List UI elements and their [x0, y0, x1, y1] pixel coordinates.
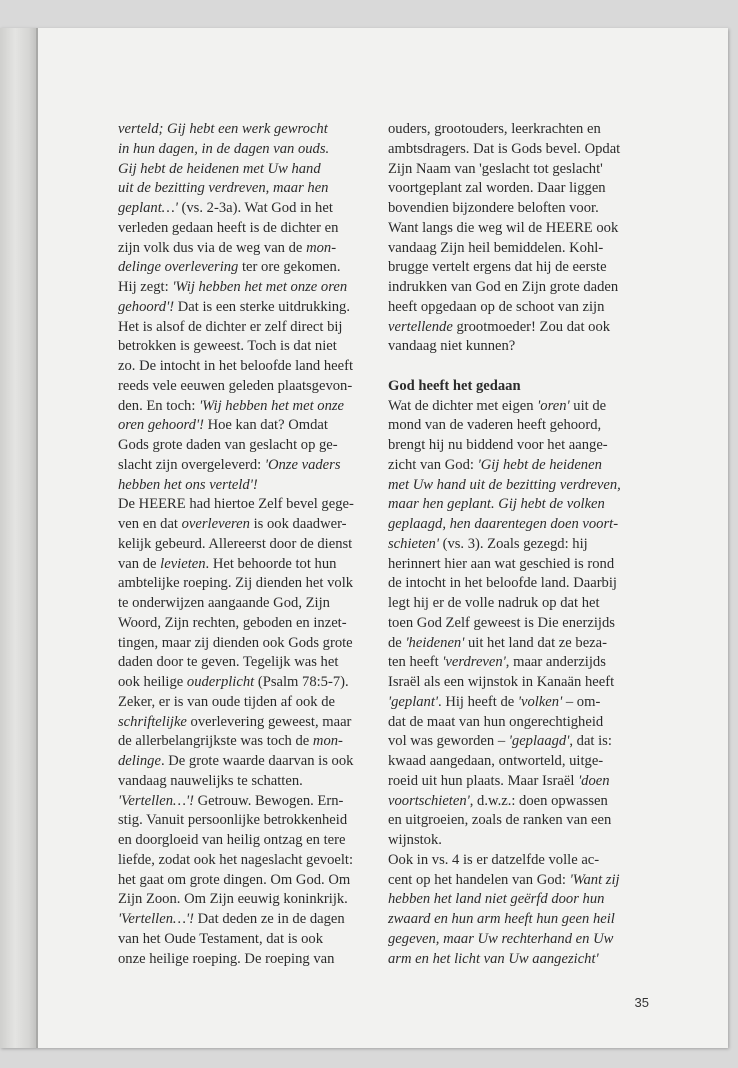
text-line [118, 653, 376, 673]
text-run: (Psalm 78:5-7). [254, 674, 349, 690]
italic-text: 'doen [578, 772, 610, 789]
italic-text: vertellende [388, 318, 453, 335]
italic-text: 'Wij hebben het met onze oren [172, 279, 348, 295]
text-line [388, 594, 646, 614]
section-heading: God heeft het gedaan [388, 377, 521, 394]
text-line [118, 337, 376, 357]
italic-text: verteld; Gij hebt een werk gewrocht [118, 121, 328, 137]
text-run: ter ore gekomen. [238, 259, 341, 276]
text-run: – om- [562, 693, 601, 710]
italic-text: 'oren' [537, 397, 570, 414]
text-run: . Het behoorde tot hun [205, 555, 337, 572]
text-run: De HEERE had hiertoe Zelf bevel gege- [118, 496, 354, 513]
text-line [118, 930, 376, 950]
text-line [388, 535, 646, 555]
text-line [388, 614, 646, 634]
text-run: de allerbelangrijkste was toch de [118, 733, 313, 750]
text-line [388, 219, 646, 239]
text-run: te onderwijzen aangaande God, Zijn [118, 595, 330, 611]
italic-text: delinge [118, 753, 161, 769]
text-run: kwaad aangedaan, ontworteld, uitge- [388, 753, 604, 769]
text-run: (vs. 3). Zoals gezegd: hij [438, 535, 588, 552]
text-run: reeds vele eeuwen geleden plaatsgevon- [118, 377, 353, 394]
text-line [118, 732, 376, 752]
text-line [118, 851, 376, 871]
italic-text: arm en het licht van Uw aangezicht' [388, 950, 599, 967]
text-line [118, 890, 376, 910]
text-run: vandaag nauwelijks te schatten. [118, 772, 303, 789]
text-line [388, 713, 646, 733]
text-run: ouders, grootouders, leerkrachten en [388, 121, 601, 137]
text-run: ambtsdragers. Dat is Gods bevel. Opdat [388, 140, 621, 157]
text-run: Dat is een sterke uitdrukking. [174, 298, 350, 315]
italic-text: geplaagd, hen daarentegen doen voort- [388, 516, 619, 532]
text-line [118, 792, 376, 812]
book-page [0, 28, 728, 1048]
text-run: Ook in vs. 4 is er datzelfde volle ac- [388, 851, 600, 868]
text-run: kelijk gebeurd. Allereerst door de dienst [118, 535, 353, 552]
text-run: vandaag niet kunnen? [388, 338, 516, 355]
text-run: Hoe kan dat? Omdat [203, 417, 328, 434]
text-run: liefde, zodat ook het nageslacht gevoelt: [118, 851, 354, 868]
italic-text: 'verdreven' [442, 654, 506, 671]
text-run: onze heilige roeping. De roeping van [118, 950, 335, 967]
italic-text: gegeven, maar Uw rechterhand en Uw [388, 930, 614, 947]
text-line [118, 140, 376, 160]
text-run: Het is alsof de dichter er zelf direct bij [118, 318, 343, 335]
text-run: Zijn Zoon. Om Zijn eeuwig koninkrijk. [118, 891, 348, 908]
text-line [118, 811, 376, 831]
italic-text: 'Want zij [569, 871, 620, 888]
text-line [388, 140, 646, 160]
text-line [118, 693, 376, 713]
text-line [388, 318, 646, 338]
paragraph-gap [388, 357, 646, 377]
text-run: uit het land dat ze beza- [464, 634, 607, 651]
text-line [388, 871, 646, 891]
text-line [388, 772, 646, 792]
text-run: heeft opgedaan op de schoot van zijn [388, 298, 605, 315]
text-line [118, 298, 376, 318]
text-run: stig. Vanuit persoonlijke betrokkenheid [118, 812, 348, 829]
text-run: daden door te geven. Tegelijk was het [118, 654, 339, 671]
text-run: legt hij er de volle nadruk op dat het [388, 595, 600, 611]
text-run: Gods grote daden van geslacht op ge- [118, 437, 338, 453]
text-run: is ook daadwer- [249, 516, 347, 532]
text-run: verleden gedaan heeft is de dichter en [118, 219, 339, 236]
text-run: zicht van God: [388, 456, 478, 473]
text-run: Zeker, er is van oude tijden af ook de [118, 693, 336, 710]
italic-text: overleveren [181, 516, 250, 532]
text-run: ook heilige [118, 674, 187, 690]
text-line [388, 258, 646, 278]
text-line [388, 436, 646, 456]
text-run: de intocht in het beloofde land. Daarbij [388, 575, 617, 592]
italic-text: gehoord'! [118, 298, 175, 315]
text-line [388, 930, 646, 950]
text-line [118, 871, 376, 891]
text-run: Dat deden ze in de dagen [193, 911, 345, 927]
text-line [118, 219, 376, 239]
italic-text: mon- [312, 733, 343, 750]
text-run: Getrouw. Bewogen. Ern- [193, 792, 344, 809]
text-line [388, 950, 646, 970]
text-line [118, 456, 376, 476]
text-line [388, 456, 646, 476]
italic-text: oren gehoord'! [118, 417, 204, 434]
text-line [118, 831, 376, 851]
text-run: Want langs die weg wil de HEERE ook [388, 219, 619, 236]
italic-text: delinge overlevering [118, 259, 239, 276]
text-run: (vs. 2-3a). Wat God in het [177, 200, 333, 216]
italic-text: met Uw hand uit de bezitting verdreven, [388, 476, 621, 493]
text-line [388, 890, 646, 910]
text-run: en doorgloeid van heilig ontzag en tere [118, 832, 346, 848]
text-run: , d.w.z.: doen opwassen [469, 792, 608, 809]
text-run: dat de maat van hun ongerechtigheid [388, 713, 604, 730]
text-line [118, 239, 376, 259]
text-run: zo. De intocht in het beloofde land heeft [118, 358, 354, 374]
text-run: overlevering geweest, maar [186, 713, 352, 730]
text-line [388, 337, 646, 357]
text-run: van het Oude Testament, dat is ook [118, 930, 324, 947]
text-line [388, 732, 646, 752]
italic-text: Gij hebt de heidenen met Uw hand [118, 160, 321, 177]
text-run: vol was geworden – [388, 733, 509, 750]
italic-text: 'Wij hebben het met onze [199, 397, 345, 414]
text-run: mond van de vaderen heeft gehoord, [388, 417, 602, 434]
text-line [388, 476, 646, 496]
text-line [118, 179, 376, 199]
book-spine [0, 28, 38, 1048]
text-run: ambtelijke roeping. Zij dienden het volk [118, 575, 354, 592]
italic-text: 'geplant' [388, 693, 439, 710]
text-line [388, 693, 646, 713]
italic-text: 'Onze vaders [264, 456, 341, 473]
text-line [118, 318, 376, 338]
text-run: ten heeft [388, 654, 443, 671]
text-run: Wat de dichter met eigen [388, 397, 538, 414]
italic-text: zwaard en hun arm heeft hun geen heil [388, 911, 615, 927]
text-run: grootmoeder! Zou dat ook [452, 318, 611, 335]
text-line [118, 357, 376, 377]
text-line [388, 555, 646, 575]
text-line [388, 574, 646, 594]
text-line [388, 653, 646, 673]
text-line [118, 120, 376, 140]
text-run: wijnstok. [388, 832, 442, 848]
text-line [388, 397, 646, 417]
text-line [118, 199, 376, 219]
text-line [118, 416, 376, 436]
text-run: toen God Zelf geweest is Die enerzijds [388, 614, 615, 631]
italic-text: maar hen geplant. Gij hebt de volken [388, 496, 605, 513]
text-line [118, 614, 376, 634]
text-line [118, 752, 376, 772]
text-line [118, 910, 376, 930]
text-run: voortgeplant zal worden. Daar liggen [388, 180, 606, 197]
italic-text: mon- [306, 239, 337, 256]
italic-text: schieten' [388, 535, 439, 552]
text-line [388, 752, 646, 772]
italic-text: levieten [160, 555, 206, 572]
text-run: brengt hij nu biddend voor het aange- [388, 437, 608, 453]
italic-text: schriftelijke [118, 713, 187, 730]
text-run: en uitgroeien, zoals de ranken van een [388, 812, 612, 829]
text-run: Hij zegt: [118, 279, 173, 295]
text-line [118, 594, 376, 614]
text-line [118, 772, 376, 792]
text-run: bovendien bijzondere beloften voor. [388, 200, 599, 216]
text-run: zijn volk dus via de weg van de [118, 239, 307, 256]
spine-edge [36, 28, 38, 1048]
italic-text: geplant…' [118, 200, 178, 216]
text-line [118, 436, 376, 456]
text-line [118, 160, 376, 180]
text-run: Israël als een wijnstok in Kanaän heeft [388, 674, 615, 690]
text-run: vandaag Zijn heil bemiddelen. Kohl- [388, 239, 604, 256]
text-run: cent op het handelen van God: [388, 871, 570, 888]
text-line [388, 851, 646, 871]
italic-text: 'Vertellen…'! [118, 911, 194, 927]
italic-text: ouderplicht [186, 674, 255, 690]
text-run: roeid uit hun plaats. Maar Israël [388, 772, 579, 789]
text-run: Zijn Naam van 'geslacht tot geslacht' [388, 160, 603, 177]
italic-text: in hun dagen, in de dagen van ouds. [118, 140, 330, 157]
text-line [388, 416, 646, 436]
right-column-intro [388, 120, 646, 357]
text-line [388, 515, 646, 535]
italic-text: hebben het land niet geërfd door hun [388, 891, 605, 908]
text-line [388, 160, 646, 180]
text-run: tingen, maar zij dienden ook Gods grote [118, 634, 353, 651]
text-run: , dat is: [569, 733, 612, 750]
text-run: herinnert hier aan wat geschied is rond [388, 555, 615, 572]
text-line [388, 495, 646, 515]
page-number: 35 [634, 995, 649, 1010]
italic-text: 'volken' [517, 693, 563, 710]
text-line [118, 574, 376, 594]
text-line [118, 634, 376, 654]
text-run: slacht zijn overgeleverd: [118, 456, 265, 473]
text-line [388, 634, 646, 654]
text-run: betrokken is geweest. Toch is dat niet [118, 338, 337, 355]
text-line [118, 495, 376, 515]
text-line [118, 278, 376, 298]
italic-text: 'Gij hebt de heidenen [477, 456, 602, 473]
text-line [118, 476, 376, 496]
italic-text: voortschieten' [388, 792, 470, 809]
text-line [388, 239, 646, 259]
text-run: brugge vertelt ergens dat hij de eerste [388, 259, 607, 276]
text-line [388, 811, 646, 831]
italic-text: uit de bezitting verdreven, maar hen [118, 180, 329, 197]
text-line [118, 377, 376, 397]
text-run: uit de [569, 397, 607, 414]
text-run: de [388, 634, 406, 651]
text-run: ven en dat [118, 516, 182, 532]
text-line [118, 555, 376, 575]
text-line [388, 199, 646, 219]
text-line [118, 515, 376, 535]
text-line [388, 298, 646, 318]
text-run: , maar anderzijds [505, 654, 606, 671]
text-run: den. En toch: [118, 397, 200, 414]
text-line [388, 792, 646, 812]
text-run: . Hij heeft de [438, 693, 518, 710]
text-line [118, 258, 376, 278]
text-line [118, 535, 376, 555]
right-column-body [388, 397, 646, 970]
right-column [388, 120, 646, 969]
italic-text: 'geplaagd' [508, 733, 570, 750]
text-line [118, 713, 376, 733]
text-line [118, 950, 376, 970]
text-line [388, 831, 646, 851]
left-column [118, 120, 376, 969]
text-run: . De grote waarde daarvan is ook [160, 753, 354, 769]
text-line [388, 278, 646, 298]
italic-text: 'heidenen' [405, 634, 465, 651]
text-line [388, 673, 646, 693]
text-line [388, 910, 646, 930]
text-line [388, 179, 646, 199]
italic-text: hebben het ons verteld'! [118, 476, 258, 493]
text-line [388, 120, 646, 140]
text-line [118, 397, 376, 417]
italic-text: 'Vertellen…'! [118, 792, 194, 809]
text-run: het gaat om grote dingen. Om God. Om [118, 871, 351, 888]
text-run: Woord, Zijn rechten, geboden en inzet- [118, 614, 347, 631]
text-line [118, 673, 376, 693]
text-run: indrukken van God en Zijn grote daden [388, 279, 619, 295]
text-run: van de [118, 555, 161, 572]
